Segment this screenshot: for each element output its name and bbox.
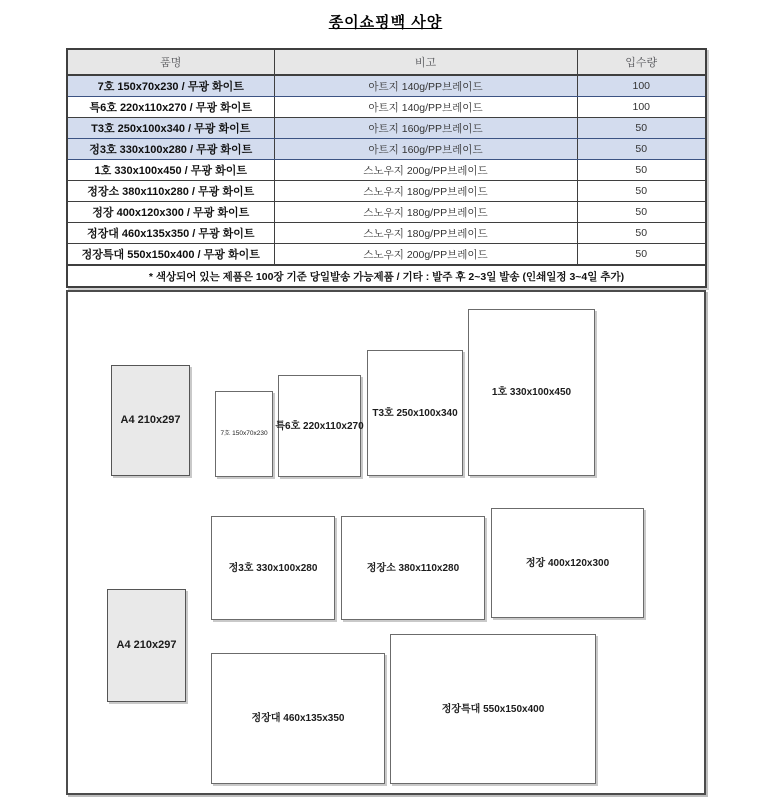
product-cell: 정장특대 550x150x400 / 무광 화이트 — [67, 244, 274, 266]
bag-size-box — [211, 653, 385, 784]
remark-cell: 스노우지 180g/PP브레이드 — [274, 202, 577, 223]
box-label: T3호 250x100x340 — [372, 407, 458, 419]
note-row — [67, 265, 706, 287]
spec-table-body — [67, 75, 706, 265]
table-row — [67, 139, 706, 160]
remark-cell: 아트지 140g/PP브레이드 — [274, 75, 577, 97]
box-label: 특6호 220x110x270 — [275, 420, 364, 432]
remark-cell: 스노우지 180g/PP브레이드 — [274, 223, 577, 244]
remark-cell: 스노우지 200g/PP브레이드 — [274, 244, 577, 266]
box-label: 정장소 380x110x280 — [366, 562, 460, 574]
bag-size-box — [211, 516, 335, 620]
qty-cell: 50 — [577, 181, 706, 202]
box-label: A4 210x297 — [116, 639, 177, 652]
diagram-frame — [66, 290, 706, 795]
table-row — [67, 97, 706, 118]
spec-table-footer — [67, 265, 706, 287]
header-row — [67, 49, 706, 75]
column-header-qty: 입수량 — [577, 49, 706, 75]
remark-cell: 아트지 160g/PP브레이드 — [274, 118, 577, 139]
table-row — [67, 244, 706, 266]
table-row — [67, 118, 706, 139]
qty-cell: 100 — [577, 75, 706, 97]
shipping-note: * 색상되어 있는 제품은 100장 기준 당일발송 가능제품 / 기타 : 발주 후 2~3일 발송 (인쇄일정 3~4일 추가) — [67, 265, 706, 287]
a4-reference-box — [111, 365, 190, 476]
product-cell: 정장 400x120x300 / 무광 화이트 — [67, 202, 274, 223]
remark-cell: 스노우지 200g/PP브레이드 — [274, 160, 577, 181]
qty-cell: 50 — [577, 223, 706, 244]
bag-size-box — [491, 508, 644, 618]
bag-size-box — [275, 375, 364, 477]
bag-size-box — [390, 634, 596, 784]
column-header-product: 품명 — [67, 49, 274, 75]
product-cell: 특6호 220x110x270 / 무광 화이트 — [67, 97, 274, 118]
remark-cell: 아트지 160g/PP브레이드 — [274, 139, 577, 160]
product-cell: 정장대 460x135x350 / 무광 화이트 — [67, 223, 274, 244]
box-label: 정3호 330x100x280 — [228, 562, 318, 574]
page-header — [66, 11, 705, 32]
box-label: 1호 330x100x450 — [491, 387, 572, 398]
bag-size-box — [468, 309, 595, 476]
qty-cell: 100 — [577, 97, 706, 118]
box-label: 7호 150x70x230 — [220, 430, 268, 438]
box-label: 정장 400x120x300 — [525, 557, 610, 569]
column-header-remark: 비고 — [274, 49, 577, 75]
table-row — [67, 75, 706, 97]
bag-size-box — [341, 516, 485, 620]
qty-cell: 50 — [577, 202, 706, 223]
qty-cell: 50 — [577, 118, 706, 139]
product-cell: T3호 250x100x340 / 무광 화이트 — [67, 118, 274, 139]
bag-size-box — [215, 391, 273, 477]
box-label: 정장특대 550x150x400 — [441, 703, 545, 715]
table-row — [67, 181, 706, 202]
spec-table — [66, 48, 707, 288]
product-cell: 정장소 380x110x280 / 무광 화이트 — [67, 181, 274, 202]
product-cell: 정3호 330x100x280 / 무광 화이트 — [67, 139, 274, 160]
table-row — [67, 160, 706, 181]
box-label: A4 210x297 — [120, 414, 181, 427]
table-row — [67, 223, 706, 244]
page-title: 종이쇼핑백 사양 — [328, 14, 443, 31]
a4-reference-box — [107, 589, 186, 702]
qty-cell: 50 — [577, 139, 706, 160]
remark-cell: 아트지 140g/PP브레이드 — [274, 97, 577, 118]
spec-table-header — [67, 49, 706, 75]
product-cell: 7호 150x70x230 / 무광 화이트 — [67, 75, 274, 97]
table-row — [67, 202, 706, 223]
qty-cell: 50 — [577, 160, 706, 181]
qty-cell: 50 — [577, 244, 706, 266]
product-cell: 1호 330x100x450 / 무광 화이트 — [67, 160, 274, 181]
bag-size-box — [367, 350, 463, 476]
box-label: 정장대 460x135x350 — [251, 713, 345, 724]
remark-cell: 스노우지 180g/PP브레이드 — [274, 181, 577, 202]
